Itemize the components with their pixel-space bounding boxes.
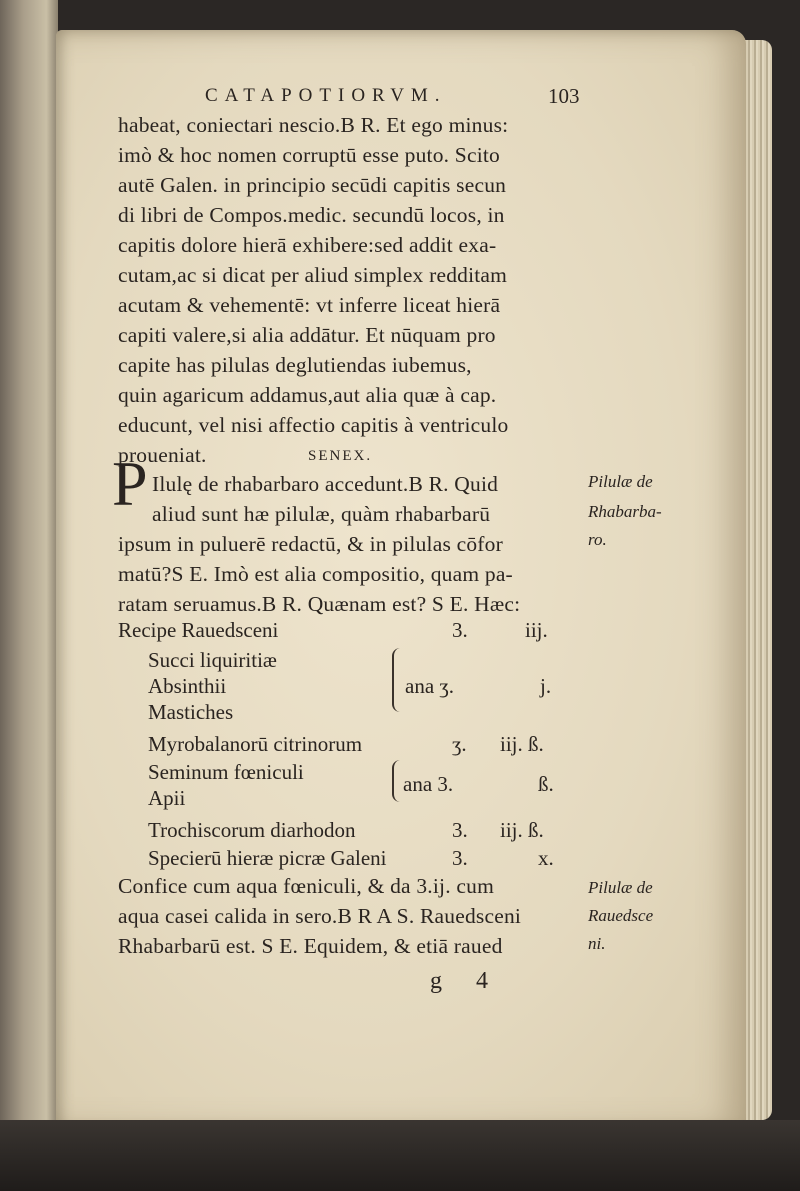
brace [392, 648, 404, 712]
text-line: imò & hoc nomen corruptū esse puto. Scito [118, 143, 501, 167]
text-line: ipsum in puluerē redactū, & in pilulas cōfor [118, 532, 503, 556]
margin-note-line: Pilulæ de [588, 472, 653, 491]
recipe-ingredient: Specierū hieræ picræ Galeni [148, 846, 387, 870]
text-line: acutam & vehementē: vt inferre liceat hierā [118, 293, 501, 317]
speaker-label: SENEX. [308, 448, 373, 464]
text-line: educunt, vel nisi affectio capitis à ventriculo [118, 413, 509, 437]
text-line: capitis dolore hierā exhibere:sed addit exa- [118, 233, 497, 257]
text-line: habeat, coniectari nescio.B R. Et ego minus: [118, 113, 509, 137]
page-number: 103 [548, 84, 580, 108]
recipe-ingredient: Trochiscorum diarhodon [148, 818, 356, 842]
text-line: quin agaricum addamus,aut alia quæ à cap. [118, 383, 497, 407]
recipe-unit: ʒ. [452, 732, 467, 756]
recipe-qty: x. [538, 846, 554, 870]
recipe-ana: ana ʒ. [405, 674, 454, 698]
left-page-edge [0, 0, 58, 1191]
text-line: aqua casei calida in sero.B R A S. Rauedsceni [118, 904, 522, 928]
recipe-qty: ß. [538, 772, 554, 796]
recipe-ingredient: Apii [148, 786, 186, 810]
margin-note-line: Pilulæ de [588, 878, 653, 897]
recipe-ingredient: Absinthii [148, 674, 227, 698]
recipe-ingredient: Seminum fœniculi [148, 760, 304, 784]
recipe-qty: j. [540, 674, 552, 698]
text-line: proueniat. [118, 443, 207, 467]
text-line: aliud sunt hæ pilulæ, quàm rhabarbarū [152, 502, 491, 526]
text-line: Rhabarbarū est. S E. Equidem, & etiā raued [118, 934, 503, 958]
running-head: CATAPOTIORVM. [205, 85, 447, 106]
text-line: Ilulę de rhabarbaro accedunt.B R. Quid [152, 472, 499, 496]
recipe-ingredient: Myrobalanorū citrinorum [148, 732, 363, 756]
signature-mark: g 4 [430, 968, 502, 994]
text-line: Confice cum aqua fœniculi, & da 3.ij. cum [118, 874, 494, 898]
recipe-qty: iij. ß. [500, 818, 544, 842]
recipe-ana: ana 3. [403, 772, 454, 796]
text-line: cutam,ac si dicat per aliud simplex redditam [118, 263, 508, 287]
text-line: ratam seruamus.B R. Quænam est? S E. Hæc: [118, 592, 521, 616]
recipe-unit: 3. [452, 818, 468, 842]
recipe-qty: iij. [525, 618, 548, 642]
margin-note-line: ni. [588, 934, 606, 953]
margin-note-line: Rauedsce [588, 906, 654, 925]
recipe-unit: 3. [452, 618, 468, 642]
drop-cap: P [112, 448, 148, 519]
text-line: di libri de Compos.medic. secundū locos, in [118, 203, 505, 227]
recipe-qty: iij. ß. [500, 732, 544, 756]
recipe-ingredient: Succi liquiritiæ [148, 648, 277, 672]
margin-note-line: ro. [588, 530, 607, 549]
margin-note-line: Rhabarba- [588, 502, 662, 521]
recipe-ingredient: Mastiches [148, 700, 234, 724]
text-line: autē Galen. in principio secūdi capitis secun [118, 173, 507, 197]
bottom-shadow [0, 1120, 800, 1191]
text-line: matū?S E. Imò est alia compositio, quam pa- [118, 562, 513, 586]
text-line: capite has pilulas deglutiendas iubemus, [118, 353, 472, 377]
text-line: capiti valere,si alia addātur. Et nūquam pro [118, 323, 496, 347]
recipe-unit: 3. [452, 846, 468, 870]
recipe-head: Recipe Rauedsceni [118, 618, 279, 642]
